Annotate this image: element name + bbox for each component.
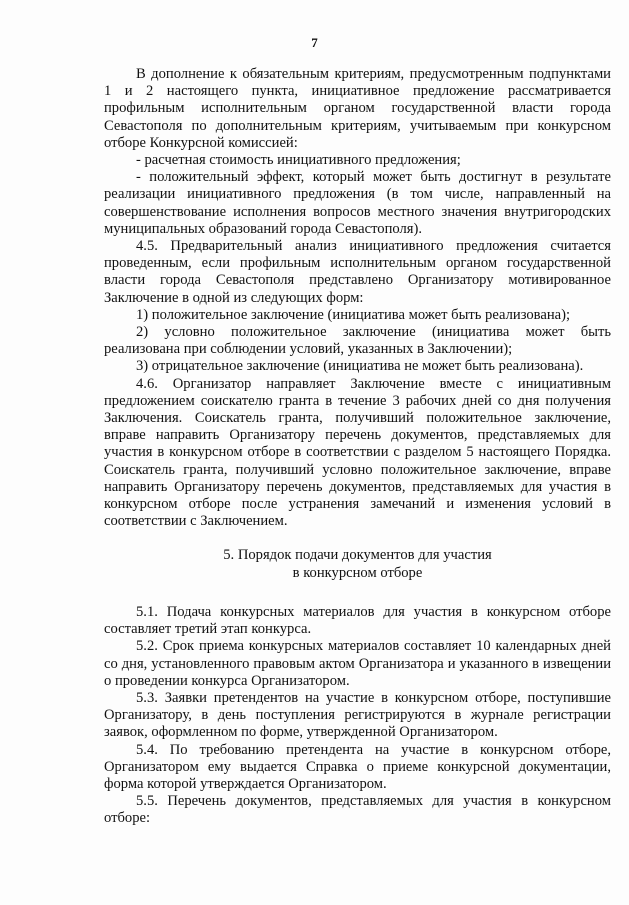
section-heading — [104, 547, 611, 581]
paragraph-4-5: 4.5. Предварительный анализ инициативного предложения считается проведенным, если профильным исполнительным органом государственной власти города Севастополя представлено Организатору мотивированное Заключение в одной из следующих форм: — [104, 238, 611, 306]
section-heading-line-1: 5. Порядок подачи документов для участия — [223, 547, 492, 564]
paragraph-5-4: 5.4. По требованию претендента на участие в конкурсном отборе, Организатором ему выдается Справка о приеме конкурсной документации, форма которой утверждается Организатором. — [104, 741, 611, 792]
page-number: 7 — [311, 35, 318, 50]
paragraph-5-1: 5.1. Подача конкурсных материалов для участия в конкурсном отборе составляет третий этап конкурса. — [104, 603, 611, 638]
paragraph-5-5: 5.5. Перечень документов, представляемых для участия в конкурсном отборе: — [104, 793, 611, 827]
section-heading-line-2: в конкурсном отборе — [292, 564, 423, 581]
list-item-positive-effect: - положительный эффект, который может быть достигнут в результате реализации инициативного предложения (в том числе, направленный на совершенствование исполнения вопросов местного значения внутригородских муниципальных образований города Севастополя). — [104, 169, 611, 237]
paragraph-5-2: 5.2. Срок приема конкурсных материалов составляет 10 календарных дней со дня, установленного правовым актом Организатора и указанного в извещении о проведении конкурса Организатором. — [104, 638, 611, 689]
list-item-positive-conclusion: 1) положительное заключение (инициатива может быть реализована); — [136, 306, 571, 323]
list-item-estimated-cost: - расчетная стоимость инициативного предложения; — [136, 152, 461, 169]
paragraph-additional-criteria: В дополнение к обязательным критериям, предусмотренным подпунктами 1 и 2 настоящего пункта, инициативное предложение рассматривается профильным исполнительным органом государственной власти города Севастополя по дополнительным критериям, учитываемым при конкурсном отборе Конкурсной комиссией: — [104, 66, 611, 151]
list-item-conditional-conclusion: 2) условно положительное заключение (инициатива может быть реализована при соблюдении условий, указанных в Заключении); — [104, 324, 611, 358]
document-body — [104, 66, 611, 828]
paragraph-5-3: 5.3. Заявки претендентов на участие в конкурсном отборе, поступившие Организатору, в день поступления регистрируются в журнале регистрации заявок, оформленном по форме, утвержденной Организатором. — [104, 689, 611, 741]
paragraph-4-6: 4.6. Организатор направляет Заключение вместе с инициативным предложением соискателю гранта в течение 3 рабочих дней со дня получения Заключения. Соискатель гранта, получивший положительное заключение, вправе направить Организатору перечень документов, представляемых для участия в конкурсном отборе в соответствии с разделом 5 настоящего Порядка. Соискатель гранта, получивший условно положительное заключение, вправе направить Организатору перечень документов, представляемых для участия в конкурсном отборе после устранения замечаний и изменения условий в соответствии с Заключением. — [104, 375, 611, 530]
list-item-negative-conclusion: 3) отрицательное заключение (инициатива не может быть реализована). — [136, 358, 584, 375]
